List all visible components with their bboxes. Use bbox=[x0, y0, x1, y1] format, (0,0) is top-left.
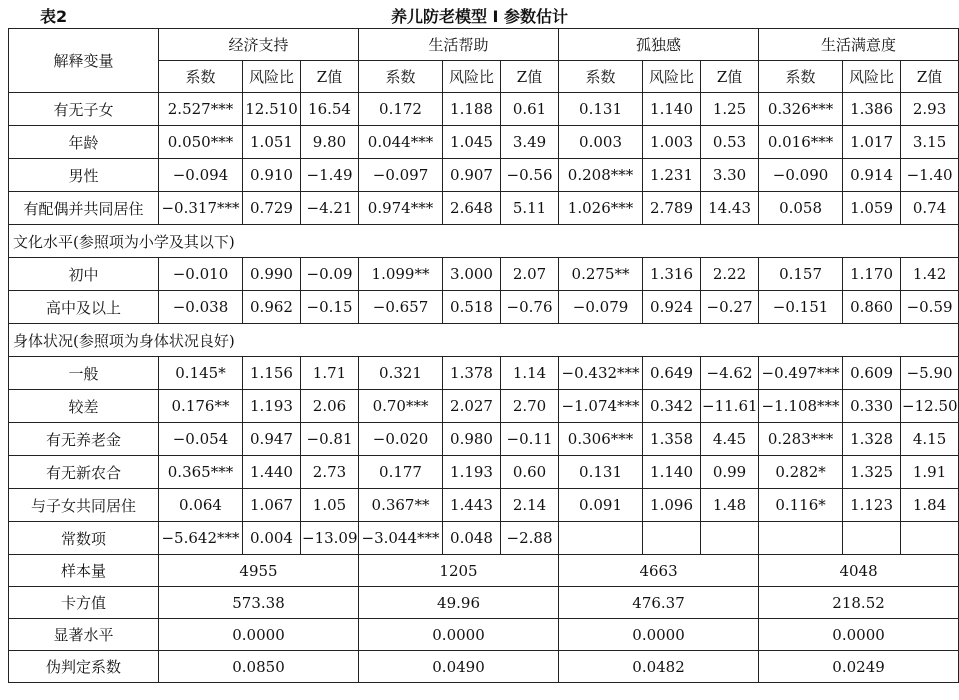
data-cell: 0.367** bbox=[359, 489, 443, 522]
data-cell bbox=[701, 522, 759, 555]
subheader-cell: 系数 bbox=[759, 61, 843, 93]
data-cell: −0.151 bbox=[759, 291, 843, 324]
data-cell: 1.378 bbox=[443, 357, 501, 390]
table-title: 养儿防老模型 I 参数估计 bbox=[390, 7, 569, 26]
summary-label: 卡方值 bbox=[9, 587, 159, 619]
data-cell: −0.054 bbox=[159, 423, 243, 456]
data-cell: 0.980 bbox=[443, 423, 501, 456]
row-label: 与子女共同居住 bbox=[9, 489, 159, 522]
parameter-estimates-table bbox=[8, 28, 959, 683]
data-cell: 0.282* bbox=[759, 456, 843, 489]
summary-value: 0.0482 bbox=[559, 651, 759, 683]
subheader-cell: Z值 bbox=[301, 61, 359, 93]
data-cell: 0.283*** bbox=[759, 423, 843, 456]
data-cell: 0.924 bbox=[643, 291, 701, 324]
summary-value: 4955 bbox=[159, 555, 359, 587]
data-cell: −0.090 bbox=[759, 159, 843, 192]
data-cell: 0.275** bbox=[559, 258, 643, 291]
data-cell: 0.145* bbox=[159, 357, 243, 390]
data-cell: 0.860 bbox=[843, 291, 901, 324]
section-heading: 身体状况(参照项为身体状况良好) bbox=[9, 324, 959, 357]
data-cell: −0.497*** bbox=[759, 357, 843, 390]
data-cell: −0.317*** bbox=[159, 192, 243, 225]
data-cell: 1.48 bbox=[701, 489, 759, 522]
data-cell: 3.30 bbox=[701, 159, 759, 192]
row-label: 一般 bbox=[9, 357, 159, 390]
table-row bbox=[9, 126, 959, 159]
data-cell bbox=[643, 522, 701, 555]
data-cell: 14.43 bbox=[701, 192, 759, 225]
data-cell: 1.156 bbox=[243, 357, 301, 390]
data-cell: −4.62 bbox=[701, 357, 759, 390]
summary-label: 显著水平 bbox=[9, 619, 159, 651]
data-cell: 0.116* bbox=[759, 489, 843, 522]
table-row bbox=[9, 456, 959, 489]
data-cell: −5.90 bbox=[901, 357, 959, 390]
data-cell bbox=[559, 522, 643, 555]
data-cell: 16.54 bbox=[301, 93, 359, 126]
data-cell: 1.316 bbox=[643, 258, 701, 291]
data-cell: −0.76 bbox=[501, 291, 559, 324]
summary-value: 0.0000 bbox=[559, 619, 759, 651]
data-cell: 0.321 bbox=[359, 357, 443, 390]
subheader-cell: 系数 bbox=[159, 61, 243, 93]
data-cell: 1.440 bbox=[243, 456, 301, 489]
summary-value: 0.0000 bbox=[159, 619, 359, 651]
data-cell: −4.21 bbox=[301, 192, 359, 225]
data-cell: 1.193 bbox=[443, 456, 501, 489]
data-cell: 4.45 bbox=[701, 423, 759, 456]
data-cell: 0.044*** bbox=[359, 126, 443, 159]
data-cell: −0.432*** bbox=[559, 357, 643, 390]
summary-row bbox=[9, 555, 959, 587]
data-cell: 0.157 bbox=[759, 258, 843, 291]
data-cell: 1.193 bbox=[243, 390, 301, 423]
section-row bbox=[9, 324, 959, 357]
data-cell: 0.091 bbox=[559, 489, 643, 522]
data-cell: −0.020 bbox=[359, 423, 443, 456]
summary-row bbox=[9, 587, 959, 619]
data-cell: 0.365*** bbox=[159, 456, 243, 489]
data-cell: 1.123 bbox=[843, 489, 901, 522]
table-row bbox=[9, 423, 959, 456]
data-cell: −0.09 bbox=[301, 258, 359, 291]
table-row bbox=[9, 489, 959, 522]
group-header: 生活帮助 bbox=[359, 29, 559, 61]
summary-value: 0.0000 bbox=[359, 619, 559, 651]
summary-row bbox=[9, 619, 959, 651]
subheader-cell: 风险比 bbox=[843, 61, 901, 93]
data-cell: 1.140 bbox=[643, 93, 701, 126]
table-row bbox=[9, 357, 959, 390]
data-cell: −0.094 bbox=[159, 159, 243, 192]
row-label: 初中 bbox=[9, 258, 159, 291]
data-cell: 0.208*** bbox=[559, 159, 643, 192]
data-cell: 0.131 bbox=[559, 93, 643, 126]
data-cell: 1.003 bbox=[643, 126, 701, 159]
data-cell: 0.990 bbox=[243, 258, 301, 291]
summary-value: 4663 bbox=[559, 555, 759, 587]
summary-value: 218.52 bbox=[759, 587, 959, 619]
data-cell: −0.27 bbox=[701, 291, 759, 324]
table-row bbox=[9, 192, 959, 225]
data-cell: 12.510 bbox=[243, 93, 301, 126]
group-header-row bbox=[9, 29, 959, 61]
data-cell: 0.61 bbox=[501, 93, 559, 126]
data-cell: −3.044*** bbox=[359, 522, 443, 555]
data-cell bbox=[901, 522, 959, 555]
summary-value: 49.96 bbox=[359, 587, 559, 619]
data-cell: −0.079 bbox=[559, 291, 643, 324]
row-label: 常数项 bbox=[9, 522, 159, 555]
data-cell: 2.06 bbox=[301, 390, 359, 423]
summary-label: 伪判定系数 bbox=[9, 651, 159, 683]
subheader-cell: 系数 bbox=[359, 61, 443, 93]
row-label: 有无养老金 bbox=[9, 423, 159, 456]
data-cell: 1.358 bbox=[643, 423, 701, 456]
table-number: 表2 bbox=[40, 7, 68, 26]
data-cell: 1.170 bbox=[843, 258, 901, 291]
summary-row bbox=[9, 651, 959, 683]
summary-value: 1205 bbox=[359, 555, 559, 587]
data-cell: 2.527*** bbox=[159, 93, 243, 126]
data-cell: 0.016*** bbox=[759, 126, 843, 159]
group-header: 生活满意度 bbox=[759, 29, 959, 61]
data-cell: 1.067 bbox=[243, 489, 301, 522]
table-row bbox=[9, 258, 959, 291]
row-label: 年龄 bbox=[9, 126, 159, 159]
data-cell: 0.947 bbox=[243, 423, 301, 456]
data-cell: −0.81 bbox=[301, 423, 359, 456]
row-label: 有无新农合 bbox=[9, 456, 159, 489]
data-cell: 0.74 bbox=[901, 192, 959, 225]
data-cell: 1.231 bbox=[643, 159, 701, 192]
data-cell: 0.064 bbox=[159, 489, 243, 522]
row-label: 有无子女 bbox=[9, 93, 159, 126]
data-cell: 3.49 bbox=[501, 126, 559, 159]
data-cell: 2.648 bbox=[443, 192, 501, 225]
row-label: 有配偶并共同居住 bbox=[9, 192, 159, 225]
data-cell: 0.131 bbox=[559, 456, 643, 489]
data-cell: 2.14 bbox=[501, 489, 559, 522]
summary-value: 573.38 bbox=[159, 587, 359, 619]
data-cell: 1.017 bbox=[843, 126, 901, 159]
data-cell: −13.09 bbox=[301, 522, 359, 555]
data-cell: 0.910 bbox=[243, 159, 301, 192]
data-cell: 9.80 bbox=[301, 126, 359, 159]
table-row bbox=[9, 390, 959, 423]
data-cell: 3.000 bbox=[443, 258, 501, 291]
data-cell: 4.15 bbox=[901, 423, 959, 456]
subheader-cell: 系数 bbox=[559, 61, 643, 93]
data-cell: 0.326*** bbox=[759, 93, 843, 126]
data-cell: 0.53 bbox=[701, 126, 759, 159]
data-cell: 0.962 bbox=[243, 291, 301, 324]
data-cell: 1.096 bbox=[643, 489, 701, 522]
data-cell: 0.914 bbox=[843, 159, 901, 192]
data-cell: 2.73 bbox=[301, 456, 359, 489]
row-label: 较差 bbox=[9, 390, 159, 423]
data-cell: −1.108*** bbox=[759, 390, 843, 423]
data-cell: 1.386 bbox=[843, 93, 901, 126]
summary-value: 0.0850 bbox=[159, 651, 359, 683]
summary-value: 0.0490 bbox=[359, 651, 559, 683]
data-cell: −0.11 bbox=[501, 423, 559, 456]
data-cell: 1.045 bbox=[443, 126, 501, 159]
row-label: 高中及以上 bbox=[9, 291, 159, 324]
data-cell: −12.50 bbox=[901, 390, 959, 423]
data-cell: 0.729 bbox=[243, 192, 301, 225]
table-row bbox=[9, 522, 959, 555]
data-cell: 0.99 bbox=[701, 456, 759, 489]
summary-value: 476.37 bbox=[559, 587, 759, 619]
data-cell: 0.330 bbox=[843, 390, 901, 423]
data-cell: 2.70 bbox=[501, 390, 559, 423]
data-cell: −5.642*** bbox=[159, 522, 243, 555]
data-cell: 1.91 bbox=[901, 456, 959, 489]
data-cell: 1.140 bbox=[643, 456, 701, 489]
data-cell: 2.07 bbox=[501, 258, 559, 291]
subheader-cell: 风险比 bbox=[443, 61, 501, 93]
data-cell: 0.050*** bbox=[159, 126, 243, 159]
data-cell: −0.097 bbox=[359, 159, 443, 192]
data-cell: 1.328 bbox=[843, 423, 901, 456]
summary-label: 样本量 bbox=[9, 555, 159, 587]
data-cell: 0.306*** bbox=[559, 423, 643, 456]
data-cell: 0.176** bbox=[159, 390, 243, 423]
summary-value: 0.0249 bbox=[759, 651, 959, 683]
subheader-cell: Z值 bbox=[701, 61, 759, 93]
data-cell: 1.42 bbox=[901, 258, 959, 291]
data-cell: −0.56 bbox=[501, 159, 559, 192]
data-cell: 2.22 bbox=[701, 258, 759, 291]
data-cell: 1.443 bbox=[443, 489, 501, 522]
data-cell: −2.88 bbox=[501, 522, 559, 555]
data-cell: 0.609 bbox=[843, 357, 901, 390]
data-cell: 1.05 bbox=[301, 489, 359, 522]
data-cell: 1.051 bbox=[243, 126, 301, 159]
subheader-cell: Z值 bbox=[501, 61, 559, 93]
variable-header: 解释变量 bbox=[9, 29, 159, 93]
data-cell: 2.789 bbox=[643, 192, 701, 225]
data-cell: 0.058 bbox=[759, 192, 843, 225]
data-cell: −0.038 bbox=[159, 291, 243, 324]
summary-value: 0.0000 bbox=[759, 619, 959, 651]
data-cell: 0.004 bbox=[243, 522, 301, 555]
table-row bbox=[9, 291, 959, 324]
data-cell: 3.15 bbox=[901, 126, 959, 159]
data-cell: 1.25 bbox=[701, 93, 759, 126]
table-row bbox=[9, 93, 959, 126]
data-cell: −1.40 bbox=[901, 159, 959, 192]
data-cell: 2.93 bbox=[901, 93, 959, 126]
data-cell: 0.518 bbox=[443, 291, 501, 324]
data-cell: 0.974*** bbox=[359, 192, 443, 225]
data-cell: 5.11 bbox=[501, 192, 559, 225]
data-cell: 0.177 bbox=[359, 456, 443, 489]
data-cell: 0.172 bbox=[359, 93, 443, 126]
subheader-cell: Z值 bbox=[901, 61, 959, 93]
data-cell: −11.61 bbox=[701, 390, 759, 423]
subheader-cell: 风险比 bbox=[243, 61, 301, 93]
table-row bbox=[9, 159, 959, 192]
data-cell: 0.649 bbox=[643, 357, 701, 390]
row-label: 男性 bbox=[9, 159, 159, 192]
data-cell: 1.059 bbox=[843, 192, 901, 225]
section-heading: 文化水平(参照项为小学及其以下) bbox=[9, 225, 959, 258]
data-cell: −0.59 bbox=[901, 291, 959, 324]
subheader-cell: 风险比 bbox=[643, 61, 701, 93]
data-cell: −0.657 bbox=[359, 291, 443, 324]
data-cell: 1.099** bbox=[359, 258, 443, 291]
data-cell: 1.325 bbox=[843, 456, 901, 489]
data-cell: 2.027 bbox=[443, 390, 501, 423]
summary-value: 4048 bbox=[759, 555, 959, 587]
data-cell bbox=[843, 522, 901, 555]
data-cell: −1.49 bbox=[301, 159, 359, 192]
data-cell: 1.026*** bbox=[559, 192, 643, 225]
data-cell: 0.342 bbox=[643, 390, 701, 423]
data-cell: 1.84 bbox=[901, 489, 959, 522]
group-header: 经济支持 bbox=[159, 29, 359, 61]
section-row bbox=[9, 225, 959, 258]
data-cell: −1.074*** bbox=[559, 390, 643, 423]
data-cell bbox=[759, 522, 843, 555]
data-cell: 0.907 bbox=[443, 159, 501, 192]
data-cell: −0.010 bbox=[159, 258, 243, 291]
data-cell: 1.71 bbox=[301, 357, 359, 390]
data-cell: 1.188 bbox=[443, 93, 501, 126]
table-caption bbox=[0, 0, 959, 28]
data-cell: 0.60 bbox=[501, 456, 559, 489]
data-cell: −0.15 bbox=[301, 291, 359, 324]
data-cell: 0.003 bbox=[559, 126, 643, 159]
data-cell: 0.70*** bbox=[359, 390, 443, 423]
group-header: 孤独感 bbox=[559, 29, 759, 61]
data-cell: 1.14 bbox=[501, 357, 559, 390]
data-cell: 0.048 bbox=[443, 522, 501, 555]
